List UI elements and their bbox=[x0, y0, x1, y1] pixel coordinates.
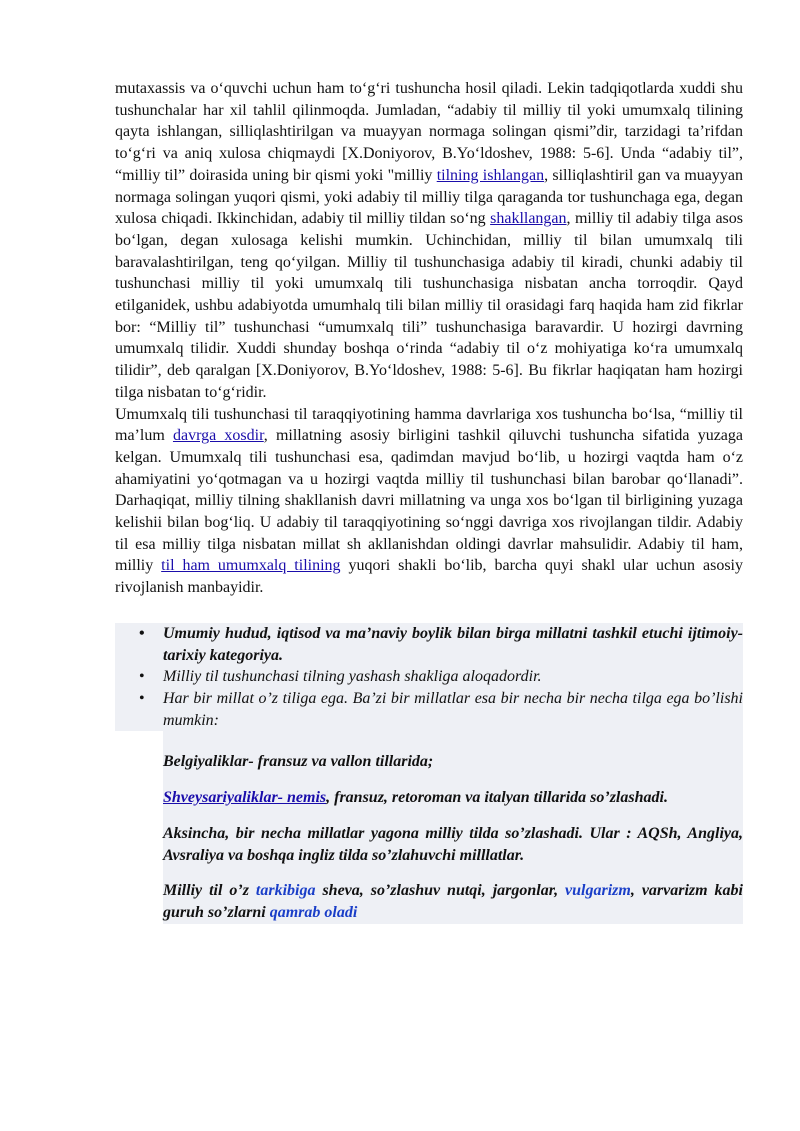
example-shveysariya bbox=[163, 773, 743, 809]
link-qamrab-oladi[interactable]: qamrab oladi bbox=[269, 903, 358, 921]
paragraph-2 bbox=[115, 404, 743, 599]
paragraph-1 bbox=[115, 78, 743, 404]
bullet-item: • Umumiy hudud, iqtisod va ma’naviy boylik bilan birga millatni tashkil etuchi ijtimoiy-tarixiy kategoriya. bbox=[163, 623, 743, 666]
link-tilning-ishlangan[interactable]: tilning ishlangan bbox=[436, 166, 545, 184]
link-davrga-xosdir[interactable]: davrga xosdir bbox=[172, 427, 264, 445]
paragraph-1-text-a: mutaxassis va o‘quvchi uchun ham to‘g‘ri tushuncha hosil qiladi. Lekin tadqiqotlarda xuddi shu tushunchalar har xil tahlil qilinmoqda. Jumladan, “adabiy til milliy til yoki umumxalq tilining qayta ishlangan, silliqlashtirilgan va muayyan normaga solingan qismi”dir, tarzidagi ta’rifdan to‘g‘ri va aniq xulosa chiqmaydi [X.Doniyorov, B.Yo‘ldoshev, 1988: 5-6]. Unda “adabiy til”, “milliy til” doirasida uning bir qismi yoki "milliy bbox=[115, 80, 743, 184]
example-milliy-til-text-c: , varvarizm kabi guruh so’zlarni bbox=[163, 882, 743, 921]
link-vulgarizm[interactable]: vulgarizm bbox=[565, 882, 631, 900]
bullet-item: • Milliy til tushunchasi tilning yashash shakliga aloqadordir. bbox=[163, 666, 743, 688]
paragraph-2-text-b: , millatning asosiy birligini tashkil qiluvchi tushuncha sifatida yuzaga kelgan. Umumxalq tili tushunchasi esa, qadimdan mavjud bo‘lib, u hozirgi vaqtda ham o‘z ahamiyatini yo‘qotmagan va u hozirgi vaqtda milliy til tushunchasi bilan barobar qo‘llanadi”. Darhaqiqat, milliy tilning shakllanish davri millatning va unga xos bo‘lgan til birligining yuzaga kelishii bilan bog‘liq. U adabiy til taraqqiyotining so‘nggi davriga xos rivojlangan tildir. Adabiy til esa milliy tilga nisbatan millat sh akllanishdan oldingi davrlar mahsulidir. Adabiy til ham, milliy bbox=[115, 427, 744, 575]
link-til-ham-umumxalq-tilining[interactable]: til ham umumxalq tilining bbox=[161, 557, 341, 575]
paragraph-1-text-c: , milliy til adabiy tilga asos bo‘lgan, degan xulosaga kelishi mumkin. Uchinchidan, milliy til bilan umumxalq tili baravalashtirilgan, teng qo‘yilgan. Milliy til tushunchasiga adabiy til kiradi, chunki adabiy til tushunchasi milliy til yoki umumxalq tili tushunchasiga nisbatan ancha torroqdir. Qayd etilganidek, ushbu adabiyotda umumhalq tili bilan milliy til orasidagi farq haqida ham zid fikrlar bor: “Milliy til” tushunchasi “umumxalq tili” tushunchasiga baravardir. U hozirgi davrning umumxalq tilidir. Xuddi shunday boshqa o‘rinda “adabiy til o‘z mohiyatiga ko‘ra umumxalq tilidir”, deb qaralgan [X.Doniyorov, B.Yo‘ldoshev, 1988: 5-6]. Bu fikrlar haqiqatan ham hozirgi tilga nisbatan to‘g‘ridir. bbox=[115, 210, 743, 401]
example-milliy-til-text-b: sheva, so’zlashuv nutqi, jargonlar, bbox=[315, 882, 566, 900]
example-milliy-til bbox=[163, 866, 743, 923]
document-page bbox=[115, 78, 743, 924]
example-aksincha: Aksincha, bir necha millatlar yagona milliy tilda so’zlashadi. Ular : AQSh, Angliya, Avsraliya va boshqa ingliz tilda so’zlahuvchi milllatlar. bbox=[163, 824, 743, 864]
paragraph-1-text-b: , silliqlashtiril gan va muayyan normaga solingan yuqori qismi, yoki adabiy til milliy tilga qaraganda tor tushunchaga ega, degan xulosa chiqadi. Ikkinchidan, adabiy til milliy tildan so‘ng bbox=[115, 166, 743, 228]
link-shakllangan[interactable]: shakllangan bbox=[490, 210, 567, 228]
examples-block bbox=[163, 731, 743, 923]
paragraph-2-text-a: Umumxalq tili tushunchasi til taraqqiyotining hamma davrlariga xos tushuncha bo‘lsa, “milliy til ma’lum bbox=[115, 405, 743, 445]
link-shveysariyaliklar-nemis[interactable]: Shveysariyaliklar- nemis bbox=[163, 789, 327, 807]
example-shveysariya-text: , fransuz, retoroman va italyan tillarida so’zlashadi. bbox=[326, 789, 668, 807]
paragraph-2-text-c: yuqori shakli bo‘lib, barcha quyi shakl ular uchun asosiy rivojlanish manbayidir. bbox=[115, 557, 743, 597]
example-belgiya: Belgiyaliklar- fransuz va vallon tillarida; bbox=[163, 753, 434, 771]
example-milliy-til-text-a: Milliy til o’z bbox=[163, 882, 256, 900]
link-tarkibiga[interactable]: tarkibiga bbox=[255, 882, 316, 900]
bullet-item: • Har bir millat o’z tiliga ega. Ba’zi bir millatlar esa bir necha bir necha tilga ega bo’lishi mumkin: bbox=[163, 688, 743, 731]
bullet-list bbox=[115, 623, 743, 732]
